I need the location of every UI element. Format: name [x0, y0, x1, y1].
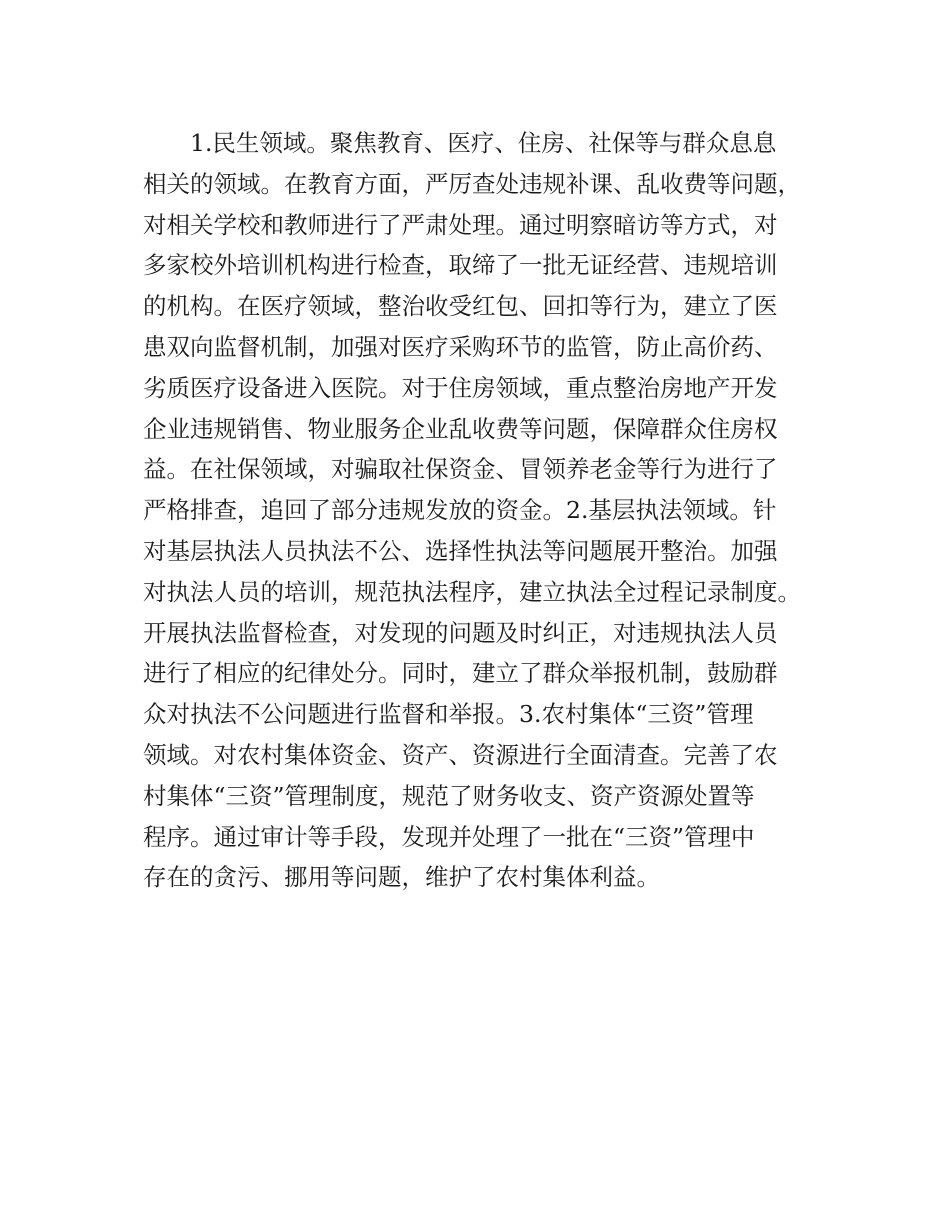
paragraph-line: 众对执法不公问题进行监督和举报。3.农村集体“三资”管理: [143, 700, 754, 729]
paragraph-line: 领域。对农村集体资金、资产、资源进行全面清查。完善了农: [143, 740, 778, 769]
paragraph-line: 严格排查，追回了部分违规发放的资金。2.基层执法领域。针: [143, 496, 777, 525]
paragraph-line: 劣质医疗设备进入医院。对于住房领域，重点整治房地产开发: [143, 373, 778, 402]
paragraph-line: 开展执法监督检查，对发现的问题及时纠正，对违规执法人员: [143, 618, 778, 647]
paragraph-line: 程序。通过审计等手段，发现并处理了一批在“三资”管理中: [143, 822, 755, 851]
paragraph-line: 患双向监督机制，加强对医疗采购环节的监管，防止高价药、: [143, 332, 778, 361]
paragraph-line: 村集体“三资”管理制度，规范了财务收支、资产资源处置等: [143, 781, 755, 810]
paragraph-line: 对基层执法人员执法不公、选择性执法等问题展开整治。加强: [143, 536, 778, 565]
paragraph-line: 相关的领域。在教育方面，严厉查处违规补课、乱收费等问题，: [143, 169, 801, 198]
paragraph-line: 进行了相应的纪律处分。同时，建立了群众举报机制，鼓励群: [143, 659, 778, 688]
paragraph-line: 企业违规销售、物业服务企业乱收费等问题，保障群众住房权: [143, 414, 778, 443]
paragraph-line: 多家校外培训机构进行检查，取缔了一批无证经营、违规培训: [143, 251, 778, 280]
paragraph-line: 存在的贪污、挪用等问题，维护了农村集体利益。: [143, 863, 660, 892]
paragraph-line: 对执法人员的培训，规范执法程序，建立执法全过程记录制度。: [143, 577, 801, 606]
body-paragraph: [143, 123, 823, 898]
paragraph-line: 1.民生领域。聚焦教育、医疗、住房、社保等与群众息息: [190, 129, 777, 157]
paragraph-line: 的机构。在医疗领域，整治收受红包、回扣等行为，建立了医: [143, 292, 778, 321]
paragraph-line: 对相关学校和教师进行了严肃处理。通过明察暗访等方式，对: [143, 210, 778, 239]
paragraph-line: 益。在社保领域，对骗取社保资金、冒领养老金等行为进行了: [143, 455, 778, 484]
